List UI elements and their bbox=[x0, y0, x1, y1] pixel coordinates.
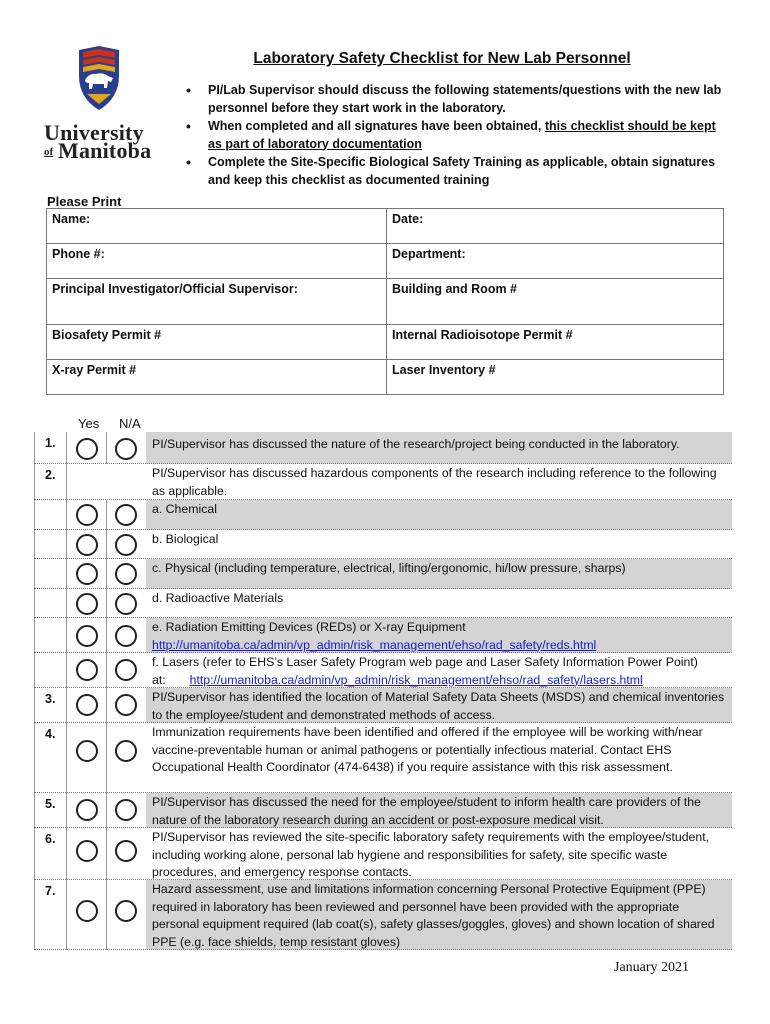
checklist-subitem-c bbox=[34, 559, 732, 589]
item-text: PI/Supervisor has discussed the need for the employee/student to inform health care providers of the nature of the laboratory research during an accident or post-exposure medical visit. bbox=[152, 795, 701, 827]
yes-radio[interactable] bbox=[76, 504, 98, 526]
checklist-item-1 bbox=[34, 432, 732, 464]
logo-of: of bbox=[44, 146, 54, 158]
yes-radio[interactable] bbox=[76, 740, 98, 762]
instruction-2 bbox=[180, 118, 725, 153]
yes-radio[interactable] bbox=[76, 534, 98, 556]
xray-permit-field[interactable]: X-ray Permit # bbox=[47, 360, 387, 395]
logo-line-1: University bbox=[44, 120, 144, 145]
yes-radio[interactable] bbox=[76, 840, 98, 862]
na-radio[interactable] bbox=[115, 593, 137, 615]
item-number: 6. bbox=[34, 828, 66, 880]
yes-radio[interactable] bbox=[76, 694, 98, 716]
instruction-2-text: When completed and all signatures have been obtained, bbox=[208, 119, 545, 133]
checklist-subitem-b bbox=[34, 530, 732, 559]
na-radio[interactable] bbox=[115, 625, 137, 647]
yes-radio[interactable] bbox=[76, 900, 98, 922]
bison-crest-icon bbox=[77, 46, 121, 110]
phone-field[interactable]: Phone #: bbox=[47, 244, 387, 279]
yes-radio[interactable] bbox=[76, 438, 98, 460]
na-radio[interactable] bbox=[115, 659, 137, 681]
checklist-subitem-f bbox=[34, 653, 732, 688]
please-print-label: Please Print bbox=[47, 194, 122, 209]
checklist-item-3 bbox=[34, 688, 732, 723]
name-field[interactable]: Name: bbox=[47, 209, 387, 244]
checklist-item-4 bbox=[34, 723, 732, 793]
laser-inventory-field[interactable]: Laser Inventory # bbox=[387, 360, 724, 395]
personnel-info-table bbox=[46, 208, 724, 395]
item-text: Hazard assessment, use and limitations information concerning Personal Protective Equipment (PPE) required in laboratory has been reviewed and personnel have been provided with the appropriate personal equipment required (lab coat(s), safety glasses/goggles, gloves) and shown location of shared PPE (e.g. face shields, temp resistant gloves) bbox=[152, 882, 715, 949]
building-room-field[interactable]: Building and Room # bbox=[387, 279, 724, 325]
item-text bbox=[152, 653, 726, 688]
subitem-f-label: f. Lasers (refer to EHS’s Laser Safety Program web page and Laser Safety Information Power Point) bbox=[152, 655, 698, 669]
na-radio[interactable] bbox=[115, 840, 137, 862]
item-number: 5. bbox=[34, 793, 66, 828]
checklist-item-2 bbox=[34, 464, 732, 500]
na-radio[interactable] bbox=[115, 504, 137, 526]
yes-radio[interactable] bbox=[76, 563, 98, 585]
na-radio[interactable] bbox=[115, 438, 137, 460]
item-text: Immunization requirements have been identified and offered if the employee will be working with/near vaccine-preventable human or animal pathogens or potentially infectious material. Contact EHS Occupational Health Coordinator (474-6438) if you require assistance with this risk assessment. bbox=[152, 725, 703, 774]
checklist-item-6 bbox=[34, 828, 732, 880]
item-number: 4. bbox=[34, 723, 66, 793]
item-text: c. Physical (including temperature, electrical, lifting/ergonomic, hi/low pressure, sharps) bbox=[152, 561, 626, 575]
page-title: Laboratory Safety Checklist for New Lab Personnel bbox=[253, 50, 631, 67]
item-text: b. Biological bbox=[152, 532, 219, 546]
university-logo bbox=[44, 46, 156, 162]
radioisotope-permit-field[interactable]: Internal Radioisotope Permit # bbox=[387, 325, 724, 360]
pi-supervisor-field[interactable]: Principal Investigator/Official Supervisor: bbox=[47, 279, 387, 325]
item-number: 7. bbox=[34, 880, 66, 950]
item-text: PI/Supervisor has reviewed the site-specific laboratory safety requirements with the employee/student, including working alone, personal lab hygiene and responsibilities for safety, site specific waste procedures, and emergency response contacts. bbox=[152, 830, 710, 879]
yes-column-header: Yes bbox=[78, 416, 100, 431]
subitem-f-at: at: bbox=[152, 672, 166, 687]
instruction-1: • PI/Lab Supervisor should discuss the following statements/questions with the new lab personnel before they start work in the laboratory. bbox=[180, 82, 725, 117]
yes-radio[interactable] bbox=[76, 593, 98, 615]
instruction-2-underlined: this checklist should be kept as part of laboratory documentation bbox=[208, 119, 716, 151]
na-radio[interactable] bbox=[115, 799, 137, 821]
checklist-subitem-a bbox=[34, 500, 732, 530]
department-field[interactable]: Department: bbox=[387, 244, 724, 279]
item-number: 3. bbox=[34, 688, 66, 723]
item-text: PI/Supervisor has discussed hazardous components of the research including reference to the following as applicable. bbox=[152, 466, 717, 498]
yes-radio[interactable] bbox=[76, 799, 98, 821]
item-text: d. Radioactive Materials bbox=[152, 591, 284, 605]
date-field[interactable]: Date: bbox=[387, 209, 724, 244]
footer-date: January 2021 bbox=[614, 960, 690, 975]
checklist-subitem-d bbox=[34, 589, 732, 618]
na-radio[interactable] bbox=[115, 740, 137, 762]
lasers-link[interactable]: http://umanitoba.ca/admin/vp_admin/risk_management/ehso/rad_safety/lasers.html bbox=[189, 672, 643, 687]
na-radio[interactable] bbox=[115, 563, 137, 585]
checklist-subitem-e bbox=[34, 618, 732, 653]
na-radio[interactable] bbox=[115, 694, 137, 716]
na-radio[interactable] bbox=[115, 534, 137, 556]
instruction-list bbox=[180, 82, 725, 190]
biosafety-permit-field[interactable]: Biosafety Permit # bbox=[47, 325, 387, 360]
yes-radio[interactable] bbox=[76, 625, 98, 647]
item-number: 2. bbox=[34, 464, 66, 500]
subitem-e-label: e. Radiation Emitting Devices (REDs) or X-ray Equipment bbox=[152, 620, 466, 634]
na-radio[interactable] bbox=[115, 900, 137, 922]
instruction-3: • Complete the Site-Specific Biological Safety Training as applicable, obtain signatures and keep this checklist as documented training bbox=[180, 154, 725, 189]
item-text: PI/Supervisor has discussed the nature of the research/project being conducted in the laboratory. bbox=[152, 437, 680, 451]
item-number: 1. bbox=[34, 432, 66, 464]
checklist-item-5 bbox=[34, 793, 732, 828]
yes-radio[interactable] bbox=[76, 659, 98, 681]
item-text bbox=[152, 618, 726, 653]
reds-link[interactable]: http://umanitoba.ca/admin/vp_admin/risk_management/ehso/rad_safety/reds.html bbox=[152, 637, 597, 652]
checklist-item-7 bbox=[34, 880, 732, 950]
item-text: PI/Supervisor has identified the location of Material Safety Data Sheets (MSDS) and chemical inventories to the employee/student and demonstrated methods of access. bbox=[152, 690, 725, 722]
na-column-header: N/A bbox=[119, 416, 141, 431]
item-text: a. Chemical bbox=[152, 502, 217, 516]
logo-line-2: Manitoba bbox=[58, 138, 152, 163]
